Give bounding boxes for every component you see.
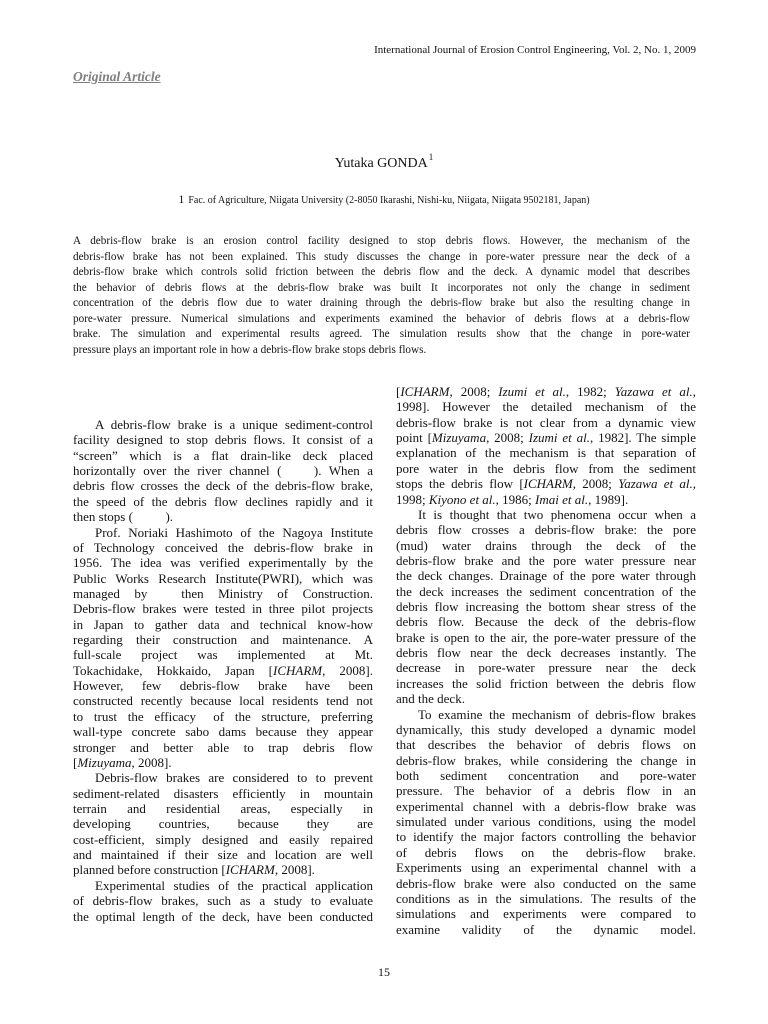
body-line	[396, 906, 696, 921]
body-line-text: debris flow crosses the deck of the debris-flow brake,	[73, 478, 373, 494]
body-line	[396, 768, 696, 783]
body-line-text: in Japan to gather data and technical know-how	[73, 616, 373, 632]
body-line-text: debris flow near the deck decreases instantly. The	[396, 645, 696, 661]
abstract-line-text: brake. The simulation and experimental results agreed. The simulation results show that the change in pore-water	[73, 328, 690, 340]
body-line	[396, 645, 696, 660]
abstract-line-text: A debris-flow brake is an erosion control facility designed to stop debris flows. However, the mechanism of the	[73, 235, 690, 247]
body-line-text: However, few debris-flow brake have been	[73, 678, 373, 694]
body-line	[73, 617, 373, 632]
body-line-text: sediment-related disasters efficiently in mountain	[73, 785, 373, 801]
body-line	[396, 660, 696, 675]
body-line-text: simulations and experiments were compared to	[396, 906, 696, 922]
body-line-text: A debris-flow brake is a unique sediment-control	[95, 417, 373, 432]
body-line-text: both sediment concentration and pore-water	[396, 767, 696, 783]
body-line-text: simulated under various conditions, using the model	[396, 814, 696, 830]
italic-citation: ICHARM	[225, 862, 275, 878]
body-line-text: the deck changes. Drainage of the pore water through	[396, 568, 696, 584]
body-line-text: and maintained if their size and location are well	[73, 847, 373, 863]
body-line	[73, 816, 373, 831]
body-line	[73, 878, 373, 893]
body-line	[73, 786, 373, 801]
body-line-text: decrease in pore-water pressure near the deck	[396, 660, 696, 676]
body-line	[73, 540, 373, 555]
abstract-line-text: pore-water pressure. Numerical simulations and experiments examined the behavior of debris flows at a debris-flow	[73, 312, 690, 325]
body-line	[396, 891, 696, 906]
page-number: 15	[378, 965, 390, 979]
body-line	[396, 922, 696, 937]
abstract-line	[73, 296, 690, 312]
body-line	[73, 678, 373, 693]
body-line-text: facility designed to stop debris flows. It consist of a	[73, 432, 373, 448]
body-line	[396, 814, 696, 829]
body-line-text: regarding their construction and maintenance. A	[73, 632, 373, 648]
body-line-text: of debris-flow brakes, such as a study to evaluate	[73, 893, 373, 909]
body-line	[396, 614, 696, 629]
body-line-text: debris flow crosses a debris-flow brake: the pore	[396, 522, 696, 538]
body-line-text: increases the solid friction between the debris flow	[396, 675, 696, 691]
body-line	[396, 707, 696, 722]
body-line-text: that describes the behavior of debris flows on	[396, 737, 696, 753]
author-line	[0, 152, 768, 173]
body-line	[73, 770, 373, 785]
italic-citation: Yazawa et al.	[614, 384, 693, 399]
body-line	[396, 691, 696, 706]
body-line-text: full-scale project was implemented at Mt.	[73, 647, 373, 663]
body-line	[73, 847, 373, 862]
body-line-text: horizontally over the river channel ( ). When a	[73, 463, 373, 479]
abstract-line	[73, 265, 690, 281]
body-line-text: 1956. The idea was verified experimentally by the	[73, 555, 373, 571]
body-line	[396, 737, 696, 752]
body-line-text: pore water in the debris flow from the sediment	[396, 460, 696, 476]
abstract-line	[73, 327, 690, 343]
abstract	[73, 234, 690, 358]
italic-citation: Kiyono et al.	[428, 491, 496, 507]
body-line-text: terrain and residential areas, especially in	[73, 800, 373, 816]
body-line-text: Tokachidake, Hokkaido, Japan [ICHARM, 2008].	[73, 662, 373, 678]
body-line	[73, 478, 373, 493]
body-line	[73, 525, 373, 540]
body-line-text: Prof. Noriaki Hashimoto of the Nagoya Institute	[95, 524, 373, 540]
body-line	[73, 740, 373, 755]
body-line-text: debris flow. Because the deck of the debris-flow	[396, 614, 696, 630]
body-line-text: experimental channel with a debris-flow brake was	[396, 798, 696, 814]
body-line	[73, 571, 373, 586]
body-line-text: brake is open to the air, the pore-water pressure of the	[396, 629, 696, 645]
affiliation-text: Fac. of Agriculture, Niigata University (2-8050 Ikarashi, Nishi-ku, Niigata, Niigata 9502181, Japan)	[188, 195, 590, 206]
body-line	[73, 494, 373, 509]
author-affiliation-mark: 1	[428, 152, 434, 162]
body-line	[396, 507, 696, 522]
body-line-text: point [Mizuyama, 2008; Izumi et al., 1982]. The simple	[396, 430, 696, 446]
body-line-text: developing countries, because they are	[73, 816, 373, 832]
body-line	[73, 832, 373, 847]
body-line	[396, 630, 696, 645]
body-line-text: and the deck.	[396, 691, 465, 707]
body-line	[396, 676, 696, 691]
body-line	[396, 799, 696, 814]
body-line-text: of debris flows on the debris-flow brake.	[396, 844, 696, 860]
body-line-text: to identify the major factors controlling the behavior	[396, 829, 696, 845]
body-line	[396, 783, 696, 798]
body-line	[73, 586, 373, 601]
body-line-text: planned before construction [ICHARM, 2008].	[73, 862, 315, 878]
body-line	[73, 755, 373, 770]
body-line	[396, 492, 696, 507]
body-column-left	[73, 417, 373, 924]
body-line	[396, 399, 696, 414]
body-line	[396, 753, 696, 768]
body-line-text: Public Works Research Institute(PWRI), which was	[73, 570, 373, 586]
journal-header: International Journal of Erosion Control Engineering, Vol. 2, No. 1, 2009	[374, 44, 696, 56]
body-line-text: [Mizuyama, 2008].	[73, 754, 172, 770]
body-line-text: 1998; Kiyono et al., 1986; Imai et al., 1989].	[396, 491, 629, 507]
body-line	[396, 553, 696, 568]
article-type-label: Original Article	[73, 69, 161, 84]
body-line-text: debris-flow brake and the pore water pressure near	[396, 552, 696, 568]
body-line-text: “screen” which is a flat drain-like deck placed	[73, 447, 373, 463]
abstract-line-text: debris-flow brake has not been explained. This study discusses the change in pore-water pressure near the deck of a	[73, 250, 690, 263]
italic-citation: Mizuyama	[431, 430, 487, 446]
abstract-line	[73, 312, 690, 328]
body-line	[73, 632, 373, 647]
body-line	[396, 522, 696, 537]
body-line-text: then stops ( ).	[73, 509, 174, 525]
body-line	[396, 445, 696, 460]
body-line	[396, 568, 696, 583]
body-line	[396, 845, 696, 860]
body-line	[73, 709, 373, 724]
body-line-text: stops the debris flow [ICHARM, 2008; Yazawa et al.,	[396, 476, 696, 492]
body-line-text: of Technology conceived the debris-flow brake in	[73, 539, 373, 555]
body-line	[73, 801, 373, 816]
body-line	[396, 430, 696, 445]
body-line	[73, 555, 373, 570]
body-line-text: Debris-flow brakes were tested in three pilot projects	[73, 601, 373, 617]
body-line-text: debris-flow brakes, while considering the change in	[396, 752, 696, 768]
body-line-text: constructed recently because local residents tend not	[73, 693, 373, 709]
body-line	[73, 663, 373, 678]
body-line	[73, 909, 373, 924]
body-line	[396, 829, 696, 844]
abstract-line-text: concentration of the debris flow due to water draining through the debris-flow brake but also the resulting change in	[73, 297, 690, 309]
abstract-line-text: pressure plays an important role in how a debris-flow brake stops debris flows.	[73, 343, 427, 356]
body-line-text: the deck increases the sediment concentration of the	[396, 583, 696, 599]
body-line	[73, 893, 373, 908]
body-line-text: dynamically, this study developed a dynamic model	[396, 721, 696, 737]
affiliation-mark: 1	[178, 192, 185, 206]
abstract-line	[73, 343, 690, 359]
italic-citation: Mizuyama	[77, 754, 132, 770]
body-line-text: debris-flow brake were also conducted on the same	[396, 875, 696, 891]
abstract-line-text: debris-flow brake which controls solid friction between the debris flow and the deck. A dynamic model that describes	[73, 266, 690, 278]
italic-citation: ICHARM	[273, 662, 323, 678]
abstract-line	[73, 234, 690, 250]
italic-citation: Imai et al.	[535, 491, 589, 507]
italic-citation: Izumi et al.	[528, 430, 590, 446]
body-line-text: debris-flow brake is not clear from a dynamic view	[396, 414, 696, 430]
body-line-text: debris flow increasing the bottom shear stress of the	[396, 599, 696, 615]
body-line	[73, 724, 373, 739]
abstract-line	[73, 281, 690, 297]
body-line	[73, 463, 373, 478]
body-line	[396, 722, 696, 737]
body-line-text: It is thought that two phenomena occur when a	[418, 506, 696, 522]
body-line-text: examine validity of the dynamic model.	[396, 921, 696, 937]
abstract-line-text: the behavior of debris flows at the debris-flow brake was built It incorporates not only the change in sediment	[73, 281, 690, 294]
body-line	[396, 476, 696, 491]
body-line-text: explanation of the mechanism is that separation of	[396, 445, 696, 461]
italic-citation: ICHARM	[523, 476, 573, 492]
body-line	[396, 461, 696, 476]
body-line-text: managed by then Ministry of Construction.	[73, 585, 373, 601]
body-line	[73, 601, 373, 616]
body-line	[396, 860, 696, 875]
body-line-text: To examine the mechanism of debris-flow brakes	[418, 706, 696, 722]
italic-citation: ICHARM	[400, 384, 450, 399]
body-line-text: [ICHARM, 2008; Izumi et al., 1982; Yazawa et al.,	[396, 384, 696, 399]
body-line	[396, 415, 696, 430]
body-line-text: Experimental studies of the practical application	[95, 877, 373, 893]
body-line-text: Debris-flow brakes are considered to to prevent	[95, 770, 373, 786]
body-line-text: to trust the efficacy of the structure, preferring	[73, 708, 373, 724]
body-column-right	[396, 384, 696, 937]
author-name: Yutaka GONDA	[334, 156, 428, 171]
body-line	[73, 862, 373, 877]
affiliation	[0, 191, 768, 209]
body-line	[73, 417, 373, 432]
body-line-text: 1998]. However the detailed mechanism of the	[396, 399, 696, 415]
body-line-text: wall-type concrete sabo dams because they appear	[73, 724, 373, 740]
italic-citation: Izumi et al.	[498, 384, 566, 399]
body-line-text: conditions as in the simulations. The results of the	[396, 890, 696, 906]
body-line	[396, 876, 696, 891]
body-line	[396, 384, 696, 399]
body-line-text: pressure. The behavior of a debris flow in an	[396, 783, 696, 799]
body-line	[73, 432, 373, 447]
body-line	[396, 584, 696, 599]
italic-citation: Yazawa et al.	[618, 476, 693, 492]
body-line-text: the optimal length of the deck, have been conducted	[73, 908, 373, 924]
body-line	[73, 448, 373, 463]
body-line-text: the speed of the debris flow declines rapidly and it	[73, 493, 373, 509]
body-line-text: Experiments using an experimental channel with a	[396, 860, 696, 876]
body-line	[396, 538, 696, 553]
body-line	[73, 647, 373, 662]
body-line	[73, 509, 373, 524]
body-line-text: (mud) water drains through the deck of the	[396, 537, 696, 553]
body-line	[396, 599, 696, 614]
abstract-line	[73, 250, 690, 266]
body-line-text: cost-efficient, simply designed and easily repaired	[73, 831, 373, 847]
body-line	[73, 693, 373, 708]
body-line-text: stronger and better able to trap debris flow	[73, 739, 373, 755]
